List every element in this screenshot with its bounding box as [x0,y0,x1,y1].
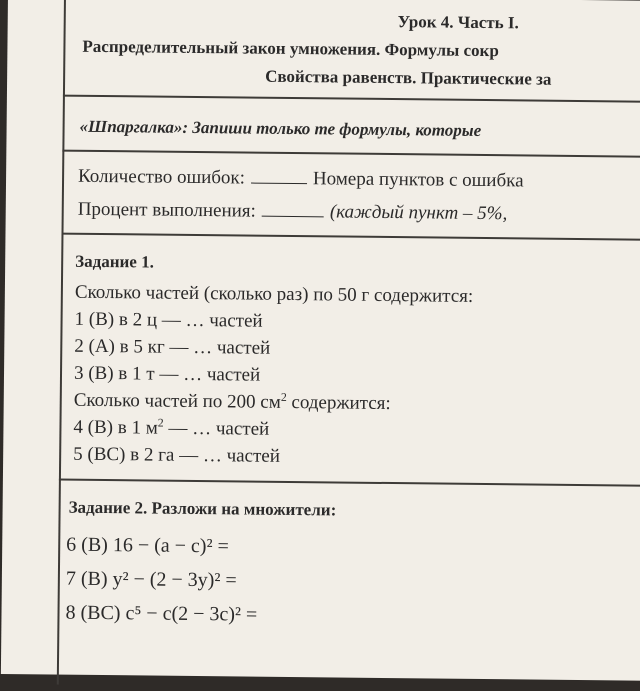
cheatsheet-instruction: «Шпаргалка»: Запиши только те формулы, которые [79,116,482,140]
divider [61,233,640,241]
margin-line [57,0,66,685]
task1-question-2: Сколько частей по 200 $см^2$ содержится: [73,389,391,415]
divider [62,150,640,158]
topic-line-2: Свойства равенств. Практические за [265,66,552,89]
divider [63,95,640,103]
task2-expression-8: 8 (ВС) c⁵ − c(2 − 3c)² = [65,601,258,626]
errors-label: Количество ошибок: [77,165,246,189]
task1-item-1: 1 (В) в 2 ц — … частей [74,308,263,332]
worksheet-page [1,0,640,681]
percent-blank[interactable] [262,215,324,218]
percent-row [78,199,508,225]
task1-item-2: 2 (А) в 5 кг — … частей [74,335,271,359]
task1-item-5: 5 (ВС) в 2 га — … частей [73,443,281,467]
error-items-label: Номера пунктов с ошибка [312,168,524,192]
task1-title: Задание 1. [75,251,155,272]
task2-title: Задание 2. Разложи на множители: [68,497,337,520]
percent-note: (каждый пункт – 5%, [329,201,508,225]
percent-label: Процент выполнения: [77,198,256,222]
task2-expression-6: 6 (В) 16 − (a − c)² = [66,533,229,558]
topic-line-1: Распределительный закон умножения. Формулы сокр [82,36,499,61]
task1-question-1: Сколько частей (сколько раз) по 50 г содержится: [74,281,474,307]
task1-item-3: 3 (В) в 1 т — … частей [73,362,261,386]
errors-row [78,166,524,193]
task2-expression-7: 7 (В) y² − (2 − 3y)² = [65,567,237,592]
task1-item-4: 4 (В) в 1 $м^2$ — … частей [73,416,270,440]
lesson-title: Урок 4. Часть I. [397,12,519,33]
errors-blank[interactable] [251,182,307,185]
divider [59,479,640,487]
